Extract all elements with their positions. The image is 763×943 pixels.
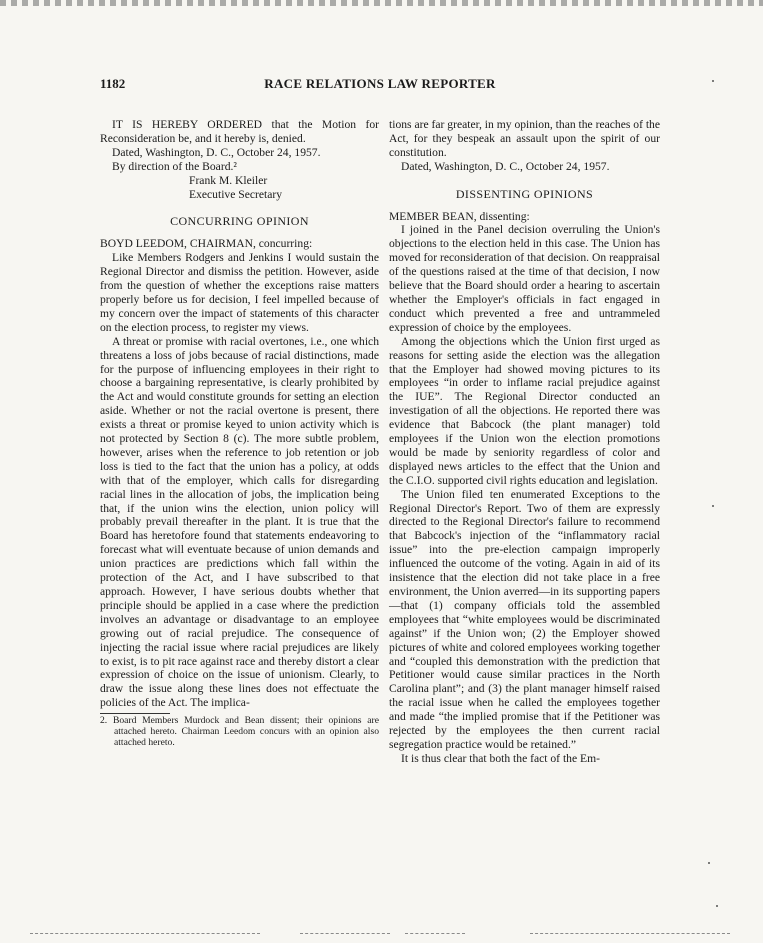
concurring-paragraph: A threat or promise with racial overtones, i.e., one which threatens a loss of jobs because of racial distinctions, made for the purpose of influencing employees in their right to choose a bargaining representative, is clearly prohibited by the Act and would constitute grounds for setting an election aside. Whether or not the racial overtone is present, there exists a threat or promise keyed to union activity which is not protected by Section 8 (c). The more subtle problem, however, arises when the reference to job retention or job loss is tied to the fact that the union has a policy, at odds with that of the employer, which calls for disregarding racial lines in the allocation of jobs, the implication being that, if the union wins the election, union policy will probably prevail thereafter in the plant. It is true that the Board has heretofore found that statements endeavoring to forecast what will eventuate because of union demands and union practices are predictions which fall within the protection of the Act, and I have subscribed to that approach. However, I have serious doubts whether that principle should be applied in a case where the prediction involves an advantage or disadvantage to an employee growing out of racial prejudice. The consequence of injecting the racial issue where racial prejudices are likely to exist, is to pit race against race and thereby distort a clear expression of choice on the issue of unionism. Clearly, to draw the issue along these lines does not effectuate the policies of the Act. The implica- bbox=[100, 334, 379, 710]
dissenting-speaker: MEMBER BEAN, dissenting: bbox=[389, 209, 530, 223]
left-column bbox=[100, 118, 379, 749]
scan-speck bbox=[708, 862, 710, 864]
signature-title: Executive Secretary bbox=[189, 187, 283, 201]
dissenting-paragraph: I joined in the Panel decision overruling the Union's objections to the election held in this case. The Union has moved for reconsideration of that decision. On reappraisal of the questions raised at the time of that decision, I now believe that the Board should order a hearing to ascertain whether the Employer's officials in fact engaged in conduct which prevented a free and untrammeled expression of choice by the employees. bbox=[389, 223, 660, 334]
order-text: IT IS HEREBY ORDERED that the Motion for Reconsideration be, and it hereby is, denied. bbox=[100, 118, 379, 145]
bottom-scan-edge bbox=[30, 933, 260, 934]
bottom-scan-edge bbox=[300, 933, 390, 934]
right-column bbox=[389, 118, 660, 766]
page-header bbox=[100, 76, 660, 92]
concurring-heading: CONCURRING OPINION bbox=[170, 214, 309, 229]
dissenting-paragraph: Among the objections which the Union first urged as reasons for setting aside the election was the allegation that the Employer had showed moving pictures to its employees “in order to inflame racial prejudice against the IUE”. The Regional Director conducted an investigation of all the objections. He reported there was evidence that Babcock (the plant manager) told employees if the Union won the election promotions would be made by seniority regardless of color and displayed news articles to the effect that the Union and the C.I.O. supported civil rights education and legislation. bbox=[389, 334, 660, 487]
signature-name: Frank M. Kleiler bbox=[189, 173, 268, 187]
scan-speck bbox=[716, 905, 718, 907]
page-number: 1182 bbox=[100, 76, 126, 91]
order-direction: By direction of the Board.² bbox=[112, 159, 237, 173]
order-date: Dated, Washington, D. C., October 24, 1957. bbox=[112, 145, 321, 159]
bottom-scan-edge bbox=[405, 933, 465, 934]
concurring-speaker: BOYD LEEDOM, CHAIRMAN, concurring: bbox=[100, 237, 313, 251]
concurring-continuation: tions are far greater, in my opinion, than the reaches of the Act, for they bespeak an assault upon the spirit of our constitution. bbox=[389, 118, 660, 159]
concurring-date: Dated, Washington, D. C., October 24, 1957. bbox=[401, 159, 610, 173]
bottom-scan-edge bbox=[530, 933, 730, 934]
scan-speck bbox=[712, 80, 714, 82]
running-head: RACE RELATIONS LAW REPORTER bbox=[264, 76, 496, 91]
dissenting-heading: DISSENTING OPINIONS bbox=[455, 186, 594, 201]
scan-speck bbox=[712, 505, 714, 507]
footnote: 2. Board Members Murdock and Bean dissent; their opinions are attached hereto. Chairman Leedom concurs with an opinion also attached hereto. bbox=[100, 715, 379, 748]
top-scan-edge bbox=[0, 0, 763, 6]
dissenting-paragraph: It is thus clear that both the fact of the Em- bbox=[401, 751, 600, 765]
dissenting-paragraph: The Union filed ten enumerated Exceptions to the Regional Director's Report. Two of them are expressly directed to the Regional Director's failure to recommend that Babcock's injection of the “inflammatory racial issue” into the pre-election campaign improperly influenced the outcome of the voting. Again in aid of its insistence that the election did not take place in a free environment, the Union averred—in its supporting papers—that (1) company officials told the assembled employees that “white employees would be discriminated against” if the Union won; (2) the Employer showed pictures of white and colored employees working together and “coupled this demonstration with the prediction that Petitioner would cause similar practices in the North Carolina plant”; and (3) the plant manager himself raised the racial issue when he called the employees together and made “the implied promise that if the Petitioner was rejected by the employees the then current racial segregation practice would be retained.” bbox=[389, 487, 660, 751]
concurring-paragraph: Like Members Rodgers and Jenkins I would sustain the Regional Director and dismiss the petition. However, aside from the question of whether the exceptions raise matters properly before us for decision, I feel impelled because of my concern over the impact of statements of this character on the election process, to register my views. bbox=[100, 251, 379, 334]
footnote-rule bbox=[100, 713, 170, 714]
